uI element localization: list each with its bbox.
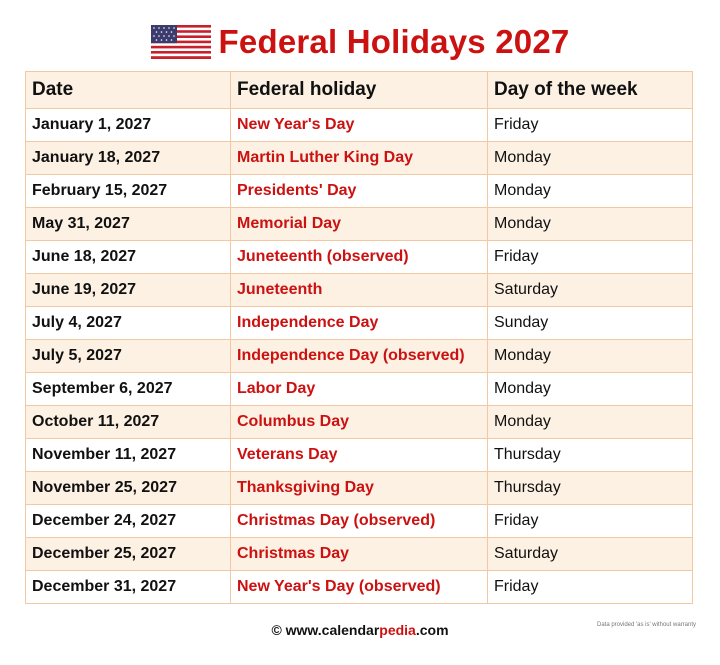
table-row bbox=[26, 307, 693, 340]
footer-domain-suffix: .com bbox=[415, 622, 449, 638]
column-header-holiday: Federal holiday bbox=[231, 72, 488, 109]
weekday-cell: Monday bbox=[488, 406, 693, 439]
table-row bbox=[26, 505, 693, 538]
holiday-cell: Juneteenth (observed) bbox=[231, 241, 488, 274]
table-row bbox=[26, 538, 693, 571]
holiday-cell: Independence Day bbox=[231, 307, 488, 340]
table-row bbox=[26, 472, 693, 505]
date-cell: July 4, 2027 bbox=[26, 307, 231, 340]
holiday-rows bbox=[26, 109, 693, 604]
page-title: Federal Holidays 2027 bbox=[218, 23, 570, 60]
column-header-date: Date bbox=[26, 72, 231, 109]
date-cell: January 1, 2027 bbox=[26, 109, 231, 142]
weekday-cell: Monday bbox=[488, 373, 693, 406]
table-header-row bbox=[26, 72, 693, 109]
footer-brand-accent: pedia bbox=[379, 622, 416, 638]
holiday-cell: Juneteenth bbox=[231, 274, 488, 307]
table-row bbox=[26, 208, 693, 241]
date-cell: December 24, 2027 bbox=[26, 505, 231, 538]
weekday-cell: Friday bbox=[488, 571, 693, 604]
date-cell: December 31, 2027 bbox=[26, 571, 231, 604]
date-cell: January 18, 2027 bbox=[26, 142, 231, 175]
holiday-cell: Christmas Day bbox=[231, 538, 488, 571]
table-row bbox=[26, 406, 693, 439]
holiday-cell: Martin Luther King Day bbox=[231, 142, 488, 175]
weekday-cell: Saturday bbox=[488, 538, 693, 571]
table-row bbox=[26, 142, 693, 175]
us-flag-icon bbox=[151, 25, 211, 59]
weekday-cell: Monday bbox=[488, 142, 693, 175]
title-row bbox=[0, 18, 720, 66]
weekday-cell: Friday bbox=[488, 505, 693, 538]
table-row bbox=[26, 274, 693, 307]
weekday-cell: Monday bbox=[488, 175, 693, 208]
holiday-cell: Thanksgiving Day bbox=[231, 472, 488, 505]
table-row bbox=[26, 340, 693, 373]
footer-disclaimer: Data provided 'as is' without warranty bbox=[596, 622, 696, 628]
date-cell: June 18, 2027 bbox=[26, 241, 231, 274]
holiday-cell: Columbus Day bbox=[231, 406, 488, 439]
date-cell: October 11, 2027 bbox=[26, 406, 231, 439]
table-row bbox=[26, 109, 693, 142]
holiday-cell: New Year's Day bbox=[231, 109, 488, 142]
date-cell: September 6, 2027 bbox=[26, 373, 231, 406]
date-cell: December 25, 2027 bbox=[26, 538, 231, 571]
holiday-cell: Independence Day (observed) bbox=[231, 340, 488, 373]
holiday-cell: Labor Day bbox=[231, 373, 488, 406]
weekday-cell: Thursday bbox=[488, 439, 693, 472]
table-row bbox=[26, 373, 693, 406]
column-header-day-of-week: Day of the week bbox=[488, 72, 693, 109]
holiday-cell: Veterans Day bbox=[231, 439, 488, 472]
weekday-cell: Friday bbox=[488, 241, 693, 274]
table-row bbox=[26, 241, 693, 274]
weekday-cell: Thursday bbox=[488, 472, 693, 505]
table-row bbox=[26, 439, 693, 472]
date-cell: June 19, 2027 bbox=[26, 274, 231, 307]
table-row bbox=[26, 175, 693, 208]
holiday-cell: Presidents' Day bbox=[231, 175, 488, 208]
table-row bbox=[26, 571, 693, 604]
footer-copyright: © www.calendar bbox=[271, 622, 380, 638]
weekday-cell: Monday bbox=[488, 208, 693, 241]
holiday-cell: New Year's Day (observed) bbox=[231, 571, 488, 604]
holiday-cell: Memorial Day bbox=[231, 208, 488, 241]
weekday-cell: Saturday bbox=[488, 274, 693, 307]
weekday-cell: Friday bbox=[488, 109, 693, 142]
weekday-cell: Sunday bbox=[488, 307, 693, 340]
date-cell: July 5, 2027 bbox=[26, 340, 231, 373]
holiday-cell: Christmas Day (observed) bbox=[231, 505, 488, 538]
weekday-cell: Monday bbox=[488, 340, 693, 373]
date-cell: November 11, 2027 bbox=[26, 439, 231, 472]
date-cell: February 15, 2027 bbox=[26, 175, 231, 208]
date-cell: May 31, 2027 bbox=[26, 208, 231, 241]
holiday-table bbox=[25, 71, 693, 604]
date-cell: November 25, 2027 bbox=[26, 472, 231, 505]
